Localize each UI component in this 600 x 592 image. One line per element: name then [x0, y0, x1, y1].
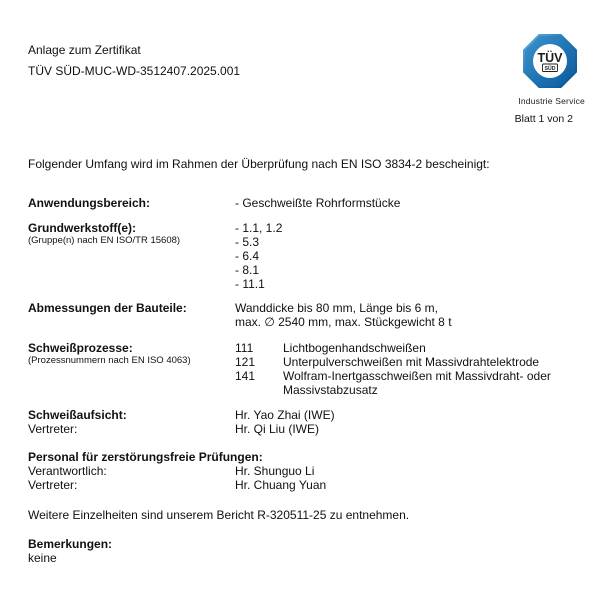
deputy-label: Vertreter: — [28, 478, 78, 492]
remarks-value: keine — [28, 551, 57, 565]
report-reference: Weitere Einzelheiten sind unserem Bericht R-320511-25 zu entnehmen. — [28, 508, 410, 522]
deputy-value: Hr. Qi Liu (IWE) — [235, 422, 320, 436]
deputy-value: Hr. Chuang Yuan — [235, 478, 327, 492]
abmessungen-label: Abmessungen der Bauteile: — [28, 301, 187, 315]
grundwerkstoffe-label: Grundwerkstoff(e): — [28, 221, 136, 235]
section-schweissprozesse — [28, 341, 576, 397]
list-item: - 5.3 — [235, 235, 260, 249]
schweissprozesse-label-block — [28, 341, 235, 366]
svg-text:TÜV: TÜV — [537, 51, 563, 65]
list-item: - 8.1 — [235, 263, 260, 277]
ndt-responsible-row — [28, 464, 576, 478]
abmessungen-line1: Wanddicke bis 80 mm, Länge bis 6 m, — [235, 301, 438, 315]
section-grundwerkstoffe — [28, 221, 576, 291]
section-schweissaufsicht — [28, 408, 576, 436]
schweissaufsicht-value: Hr. Yao Zhai (IWE) — [235, 408, 335, 422]
section-abmessungen — [28, 301, 576, 329]
process-code: 111 — [235, 341, 254, 355]
anwendungsbereich-value: - Geschweißte Rohrformstücke — [235, 196, 401, 210]
process-row — [235, 355, 576, 369]
schweissaufsicht-deputy-row — [28, 422, 576, 436]
process-name: Unterpulverschweißen mit Massivdrahtelektrode — [283, 355, 540, 369]
schweissaufsicht-row — [28, 408, 576, 422]
process-code: 141 — [235, 369, 256, 383]
logo-subtitle: Industrie Service — [518, 96, 585, 106]
svg-text:SÜD: SÜD — [544, 66, 556, 72]
sheet-number: Blatt 1 von 2 — [514, 113, 573, 125]
deputy-label: Vertreter: — [28, 422, 78, 436]
ndt-deputy-row — [28, 478, 576, 492]
schweissprozesse-list — [235, 341, 576, 397]
certificate-number: TÜV SÜD-MUC-WD-3512407.2025.001 — [28, 64, 241, 78]
ndt-heading: Personal für zerstörungsfreie Prüfungen: — [28, 450, 263, 464]
anwendungsbereich-label: Anwendungsbereich: — [28, 196, 151, 210]
list-item: - 1.1, 1.2 — [235, 221, 283, 235]
process-code: 121 — [235, 355, 256, 369]
list-item: - 6.4 — [235, 249, 260, 263]
abmessungen-line2: max. ∅ 2540 mm, max. Stückgewicht 8 t — [235, 315, 452, 329]
responsible-value: Hr. Shunguo Li — [235, 464, 315, 478]
section-anwendungsbereich — [28, 196, 576, 210]
grundwerkstoffe-list — [235, 221, 576, 291]
process-row — [235, 341, 576, 355]
abmessungen-value — [235, 301, 576, 329]
annex-title: Anlage zum Zertifikat — [28, 43, 141, 57]
schweissaufsicht-label: Schweißaufsicht: — [28, 408, 127, 422]
process-name: Lichtbogenhandschweißen — [283, 341, 426, 355]
process-name: Wolfram-Inertgasschweißen mit Massivdraht- oder Massivstabzusatz — [283, 369, 551, 397]
intro-sentence: Folgender Umfang wird im Rahmen der Überprüfung nach EN ISO 3834-2 bescheinigt: — [28, 157, 490, 171]
remarks-label: Bemerkungen: — [28, 537, 113, 551]
section-remarks — [28, 537, 576, 565]
schweissprozesse-label: Schweißprozesse: — [28, 341, 133, 355]
schweissprozesse-note: (Prozessnummern nach EN ISO 4063) — [28, 355, 191, 366]
list-item: - 11.1 — [235, 277, 265, 291]
process-row — [235, 369, 576, 397]
section-ndt-personnel — [28, 450, 576, 492]
grundwerkstoffe-label-block — [28, 221, 235, 246]
responsible-label: Verantwortlich: — [28, 464, 107, 478]
grundwerkstoffe-note: (Gruppe(n) nach EN ISO/TR 15608) — [28, 235, 181, 246]
